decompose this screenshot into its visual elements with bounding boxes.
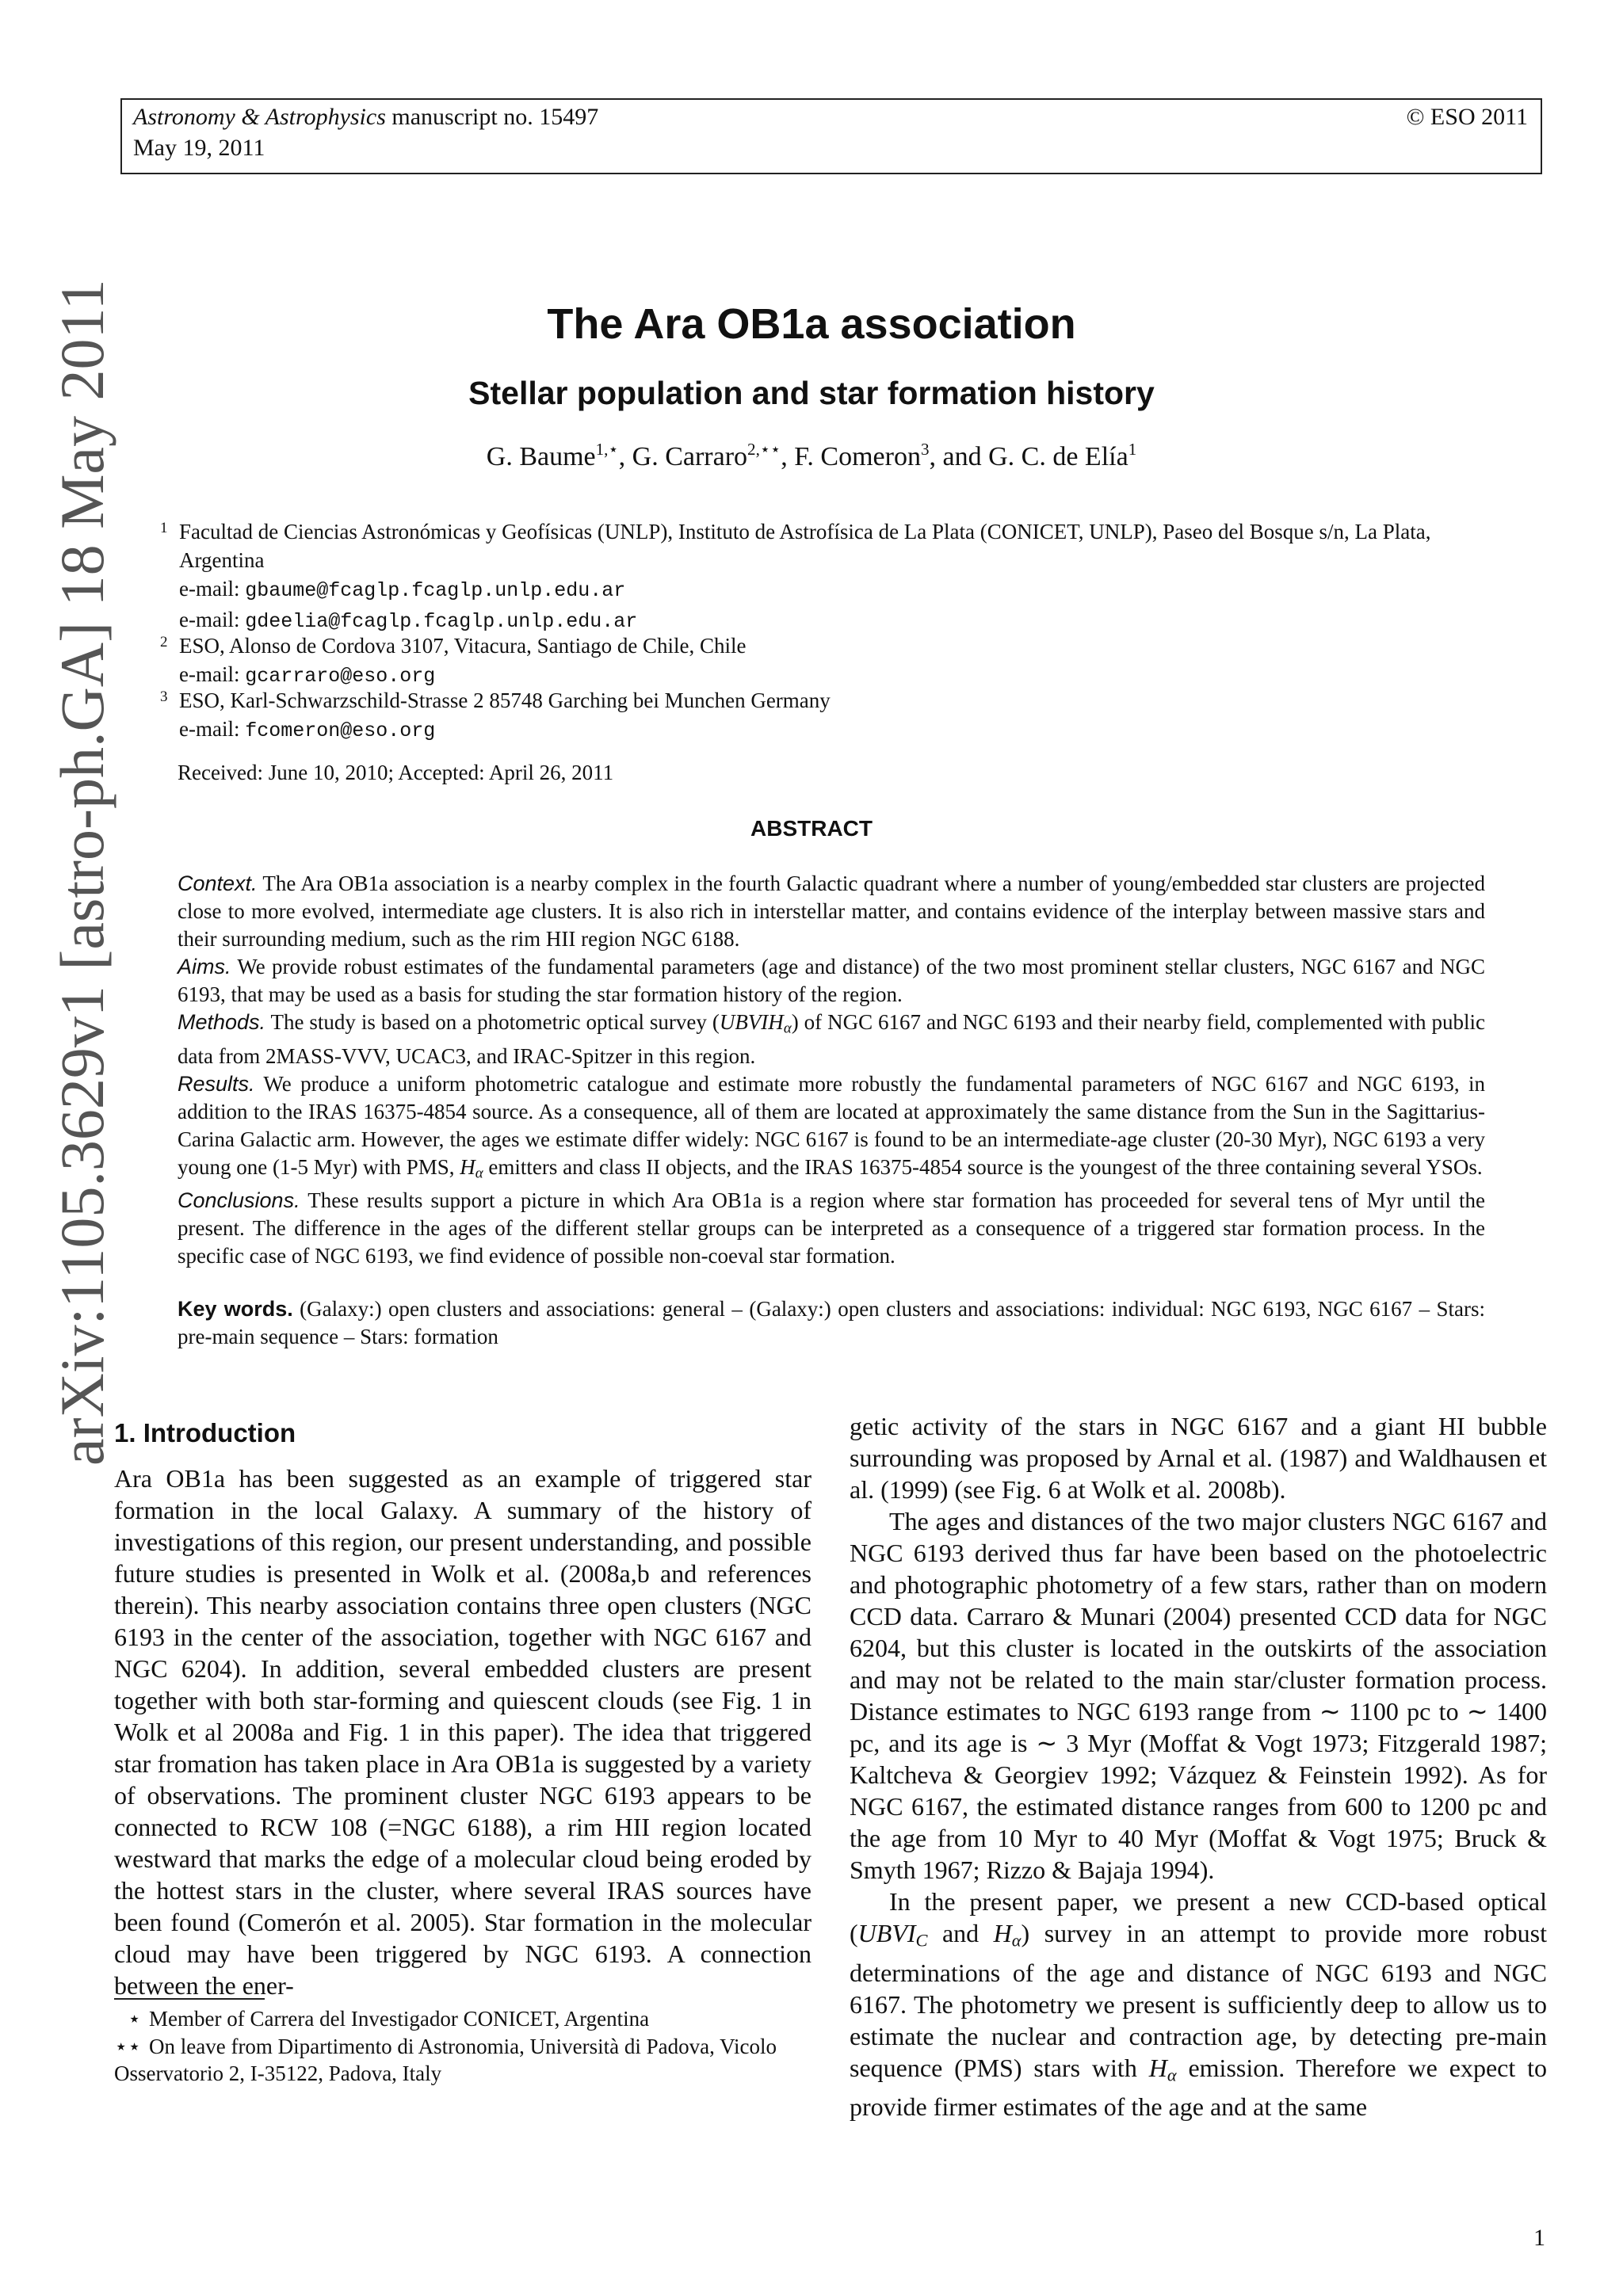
footnote-mark: ⋆ (128, 2007, 141, 2031)
paragraph: Ara OB1a has been suggested as an example of triggered star formation in the local Galaxy. A summary of the history of investigations of this region, our present understanding, and possible future studies is presented in Wolk et al. (2008a,b and references therein). This nearby association contains three open clusters (NGC 6193 in the center of the association, together with NGC 6167 and NGC 6204). In addition, several embedded clusters are present together with both star-forming and quiescent clouds (see Fig. 1 in Wolk et al 2008a and Fig. 1 in this paper). The idea that triggered star fromation has taken place in Ara OB1a is suggested by a variety of observations. The prominent cluster NGC 6193 appears to be connected to RCW 108 (=NGC 6188), a rim HII region located westward that marks the edge of a molecular cloud being eroded by the hottest stars in the cluster, where several IRAS sources have been found (Comerón et al. 2005). Star formation in the molecular cloud may have been triggered by NGC 6193. A connection between the ener- (114, 1464, 812, 2000)
author-name: , and G. C. de Elía (929, 442, 1128, 471)
author-list (0, 439, 1623, 472)
paragraph: The ages and distances of the two major clusters NGC 6167 and NGC 6193 derived thus far have been based on the photoelectric and photographic photometry of a few stars, rather than on modern CCD data. Carraro & Munari (2004) presented CCD data for NGC 6204, but this cluster is located in the outskirts of the association and may not be related to the main star/cluster formation process. Distance estimates to NGC 6193 range from ∼ 1100 pc to ∼ 1400 pc, and its age is ∼ 3 Myr (Moffat & Vogt 1973; Fitzgerald 1987; Kaltcheva & Georgiev 1992; Vázquez & Feinstein 1992). As for NGC 6167, the estimated distance ranges from 600 to 1200 pc and the age from 10 Myr to 40 Myr (Moffat & Vogt 1975; Bruck & Smyth 1967; Rizzo & Bajaja 1994). (850, 1507, 1547, 1884)
math-h: H (1148, 2053, 1167, 2082)
abstract-body (178, 870, 1485, 1270)
keywords-label: Key words. (178, 1297, 293, 1321)
abstract-section-text: emitters and class II objects, and the IRAS 16375-4854 source is the youngest of the three containing several YSOs. (483, 1154, 1483, 1179)
abstract-aims (178, 953, 1485, 1009)
affiliation-3 (160, 686, 1487, 746)
header-date: May 19, 2011 (133, 135, 265, 161)
received-accepted-dates: Received: June 10, 2010; Accepted: April 26, 2011 (178, 761, 614, 784)
affiliation-text: ESO, Alonso de Cordova 3107, Vitacura, Santiago de Chile, Chile (179, 634, 747, 658)
footnote-rule (114, 1998, 265, 2000)
affiliation-number: 1 (160, 520, 168, 536)
paper-title: The Ara OB1a association (547, 300, 1076, 348)
footnote-mark: ⋆⋆ (114, 2035, 141, 2058)
paragraph-text: and (927, 1919, 994, 1947)
affiliation-email-row (179, 715, 1487, 746)
footnote-1 (114, 2005, 812, 2032)
abstract-section-text: These results support a picture in which Ara OB1a is a region where star formation has proceeded for several tens of Myr until the present. The difference in the ages of the different stellar groups can be interpreted as a consequence of a triggered star formation process. In the specific case of NGC 6193, we find evidence of possible non-coeval star formation. (178, 1188, 1485, 1268)
email-label: e-mail: (179, 662, 246, 686)
abstract-section-text: We produce a uniform photometric catalogue and estimate more robustly the fundamental parameters of NGC 6167 and NGC 6193, in addition to the IRAS 16375-4854 source. As a consequence, all of them are located at approximately the same distance from the Sun in the Sagittarius-Carina Galactic arm. However, the ages we estimate differ widely: NGC 6167 is found to be an intermediate-age cluster (20-30 Myr), NGC 6193 a very young one (1-5 Myr) with PMS, (178, 1071, 1485, 1179)
email-address[interactable]: gdeelia@fcaglp.fcaglp.unlp.edu.ar (245, 610, 638, 633)
email-address[interactable]: fcomeron@eso.org (245, 719, 436, 742)
manuscript-number: manuscript no. 15497 (385, 104, 599, 130)
paragraph: getic activity of the stars in NGC 6167 and a giant HI bubble surrounding was proposed by Arnal et al. (1987) and Waldhausen et al. (1999) (see Fig. 6 at Wolk et al. 2008b). (850, 1412, 1547, 1504)
email-address[interactable]: gbaume@fcaglp.fcaglp.unlp.edu.ar (245, 579, 626, 602)
math-subscript-c: C (915, 1930, 928, 1951)
email-address[interactable]: gcarraro@eso.org (245, 665, 436, 688)
abstract-section-text: The study is based on a photometric optical survey ( (265, 1010, 720, 1034)
email-label: e-mail: (179, 577, 246, 601)
email-label: e-mail: (179, 608, 246, 631)
abstract-heading: ABSTRACT (750, 816, 873, 841)
math-subscript-alpha: α (783, 1020, 792, 1037)
abstract-methods (178, 1009, 1485, 1070)
keywords-text: (Galaxy:) open clusters and associations: general – (Galaxy:) open clusters and associations: individual: NGC 6193, NGC 6167 – Stars: pre-main sequence – Stars: formation (178, 1297, 1486, 1348)
paper-subtitle: Stellar population and star formation history (468, 375, 1155, 411)
paragraph-text: emission. Therefore we expect to provide firmer estimates of the age and at the same (850, 2053, 1548, 2122)
author-name: , F. Comeron (781, 442, 921, 471)
right-column (850, 1410, 1547, 2122)
math-ubvih: UBVIH (719, 1010, 784, 1034)
math-subscript-alpha: α (475, 1165, 483, 1182)
math-h: H (460, 1154, 475, 1179)
section-heading-introduction: 1. Introduction (114, 1418, 296, 1447)
arxiv-sidebar-stamp: arXiv:1105.3629v1 [astro-ph.GA] 18 May 2011 (48, 279, 116, 1466)
journal-name: Astronomy & Astrophysics (133, 104, 386, 130)
author-affiliation-mark: 1 (1128, 439, 1137, 459)
affiliation-text: ESO, Karl-Schwarzschild-Strasse 2 85748 Garching bei Munchen Germany (179, 688, 831, 712)
paragraph-text: In the present paper, we present a new CCD-based optical ( (850, 1887, 1547, 1947)
affiliation-number: 2 (160, 634, 168, 650)
abstract-section-text: ) of NGC 6167 and NGC 6193 and their nearby field, complemented with public data from 2MASS-VVV, UCAC3, and IRAC-Spitzer in this region. (178, 1010, 1485, 1068)
math-subscript-alpha: α (1167, 2065, 1177, 2085)
author-affiliation-mark: 2,⋆⋆ (747, 439, 781, 459)
header-journal-line (133, 104, 598, 131)
abstract-section-label: Conclusions. (178, 1188, 300, 1213)
keywords (178, 1295, 1485, 1351)
page-number: 1 (1533, 2225, 1545, 2251)
paragraph (850, 1886, 1547, 2122)
footnote-2 (114, 2033, 812, 2087)
affiliation-1 (160, 517, 1487, 636)
abstract-section-label: Aims. (178, 955, 231, 978)
author-affiliation-mark: 3 (920, 439, 930, 459)
abstract-section-text: The Ara OB1a association is a nearby complex in the fourth Galactic quadrant where a number of young/embedded star clusters are projected close to more evolved, intermediate age clusters. It is also rich in interstellar matter, and contains evidence of the interplay between massive stars and their surrounding medium, such as the rim HII region NGC 6188. (178, 871, 1485, 951)
math-subscript-alpha: α (1011, 1930, 1022, 1951)
header-copyright: © ESO 2011 (1406, 104, 1528, 130)
author-name: G. Baume (486, 442, 596, 471)
math-h: H (993, 1919, 1012, 1947)
abstract-section-label: Results. (178, 1071, 255, 1096)
affiliation-text: Facultad de Ciencias Astronómicas y Geofísicas (UNLP), Instituto de Astrofísica de La Plata (CONICET, UNLP), Paseo del Bosque s/n, La Plata, Argentina (179, 520, 1431, 572)
paragraph-text: ) survey in an attempt to provide more robust determinations of the age and distance of NGC 6193 and NGC 6167. The photometry we present is sufficiently deep to allow us to estimate the nuclear and contraction age, by detecting pre-main sequence (PMS) stars with (850, 1919, 1548, 2082)
abstract-section-text: We provide robust estimates of the fundamental parameters (age and distance) of the two most prominent stellar clusters, NGC 6167 and NGC 6193, that may be used as a basis for studing the star formation history of the region. (178, 955, 1485, 1006)
abstract-section-label: Context. (178, 871, 258, 895)
footnote-text: On leave from Dipartimento di Astronomia, Università di Padova, Vicolo Osservatorio 2, I-35122, Padova, Italy (114, 2035, 777, 2085)
author-affiliation-mark: 1,⋆ (595, 439, 619, 459)
affiliation-number: 3 (160, 688, 168, 705)
affiliation-email-row (179, 574, 1487, 605)
abstract-section-label: Methods. (178, 1010, 266, 1034)
affiliation-2 (160, 631, 1487, 691)
email-label: e-mail: (179, 717, 246, 741)
left-column (114, 1463, 812, 2001)
footnote-text: Member of Carrera del Investigador CONICET, Argentina (149, 2007, 650, 2031)
author-name: , G. Carraro (618, 442, 748, 471)
abstract-context (178, 870, 1485, 953)
abstract-results (178, 1070, 1485, 1188)
abstract-conclusions (178, 1187, 1485, 1270)
math-ubvi: UBVI (857, 1919, 916, 1947)
